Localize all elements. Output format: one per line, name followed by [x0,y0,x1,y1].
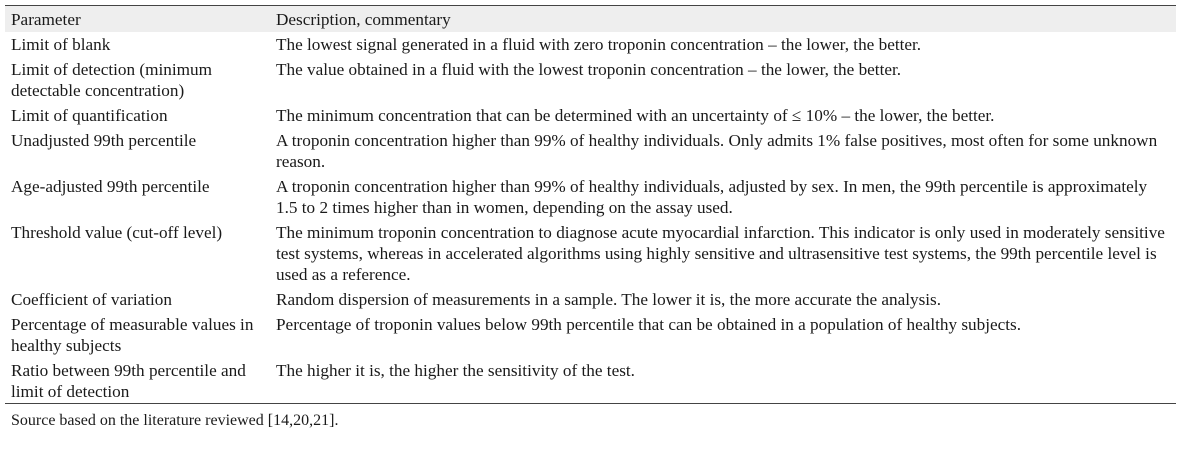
source-footnote: Source based on the literature reviewed [14,20,21]. [5,404,1176,432]
table-row [5,32,1176,57]
row-description: Percentage of troponin values below 99th percentile that can be obtained in a population of healthy subjects. [276,315,1022,334]
row-description: The minimum concentration that can be determined with an uncertainty of ≤ 10% – the lower, the better. [276,106,995,125]
table-row [5,220,1176,287]
table-row [5,312,1176,358]
footnote-row [5,404,1176,432]
row-parameter: Limit of blank [11,35,111,54]
row-description: The minimum troponin concentration to diagnose acute myocardial infarction. This indicator is only used in moderately sensitive test systems, whereas in accelerated algorithms using highly sensitive and ultrasensitive test systems, the 99th percentile level is used as a reference. [276,223,1165,284]
row-parameter: Limit of quantification [11,106,168,125]
row-description: A troponin concentration higher than 99% of healthy individuals. Only admits 1% false positives, most often for some unknown reason. [276,131,1158,171]
header-row [5,6,1176,33]
row-parameter: Limit of detection (minimum detectable concentration) [11,60,212,100]
row-parameter: Ratio between 99th percentile and limit of detection [11,361,246,401]
row-description: The value obtained in a fluid with the lowest troponin concentration – the lower, the better. [276,60,902,79]
table-body [5,32,1176,404]
parameters-table [5,5,1176,431]
table-row [5,174,1176,220]
table-row [5,57,1176,103]
table-header [5,6,1176,33]
table-row [5,103,1176,128]
row-parameter: Age-adjusted 99th percentile [11,177,210,196]
row-description: The higher it is, the higher the sensitivity of the test. [276,361,635,380]
table-row [5,358,1176,404]
row-parameter: Percentage of measurable values in healthy subjects [11,315,254,355]
row-description: Random dispersion of measurements in a sample. The lower it is, the more accurate the analysis. [276,290,942,309]
header-parameter: Parameter [11,10,81,29]
header-description: Description, commentary [276,10,451,29]
row-parameter: Threshold value (cut-off level) [11,223,223,242]
table-footer [5,404,1176,432]
row-parameter: Coefficient of variation [11,290,172,309]
row-parameter: Unadjusted 99th percentile [11,131,197,150]
row-description: The lowest signal generated in a fluid with zero troponin concentration – the lower, the better. [276,35,922,54]
table-row [5,128,1176,174]
row-description: A troponin concentration higher than 99% of healthy individuals, adjusted by sex. In men, the 99th percentile is approximately 1.5 to 2 times higher than in women, depending on the assay used. [276,177,1148,217]
table-row [5,287,1176,312]
